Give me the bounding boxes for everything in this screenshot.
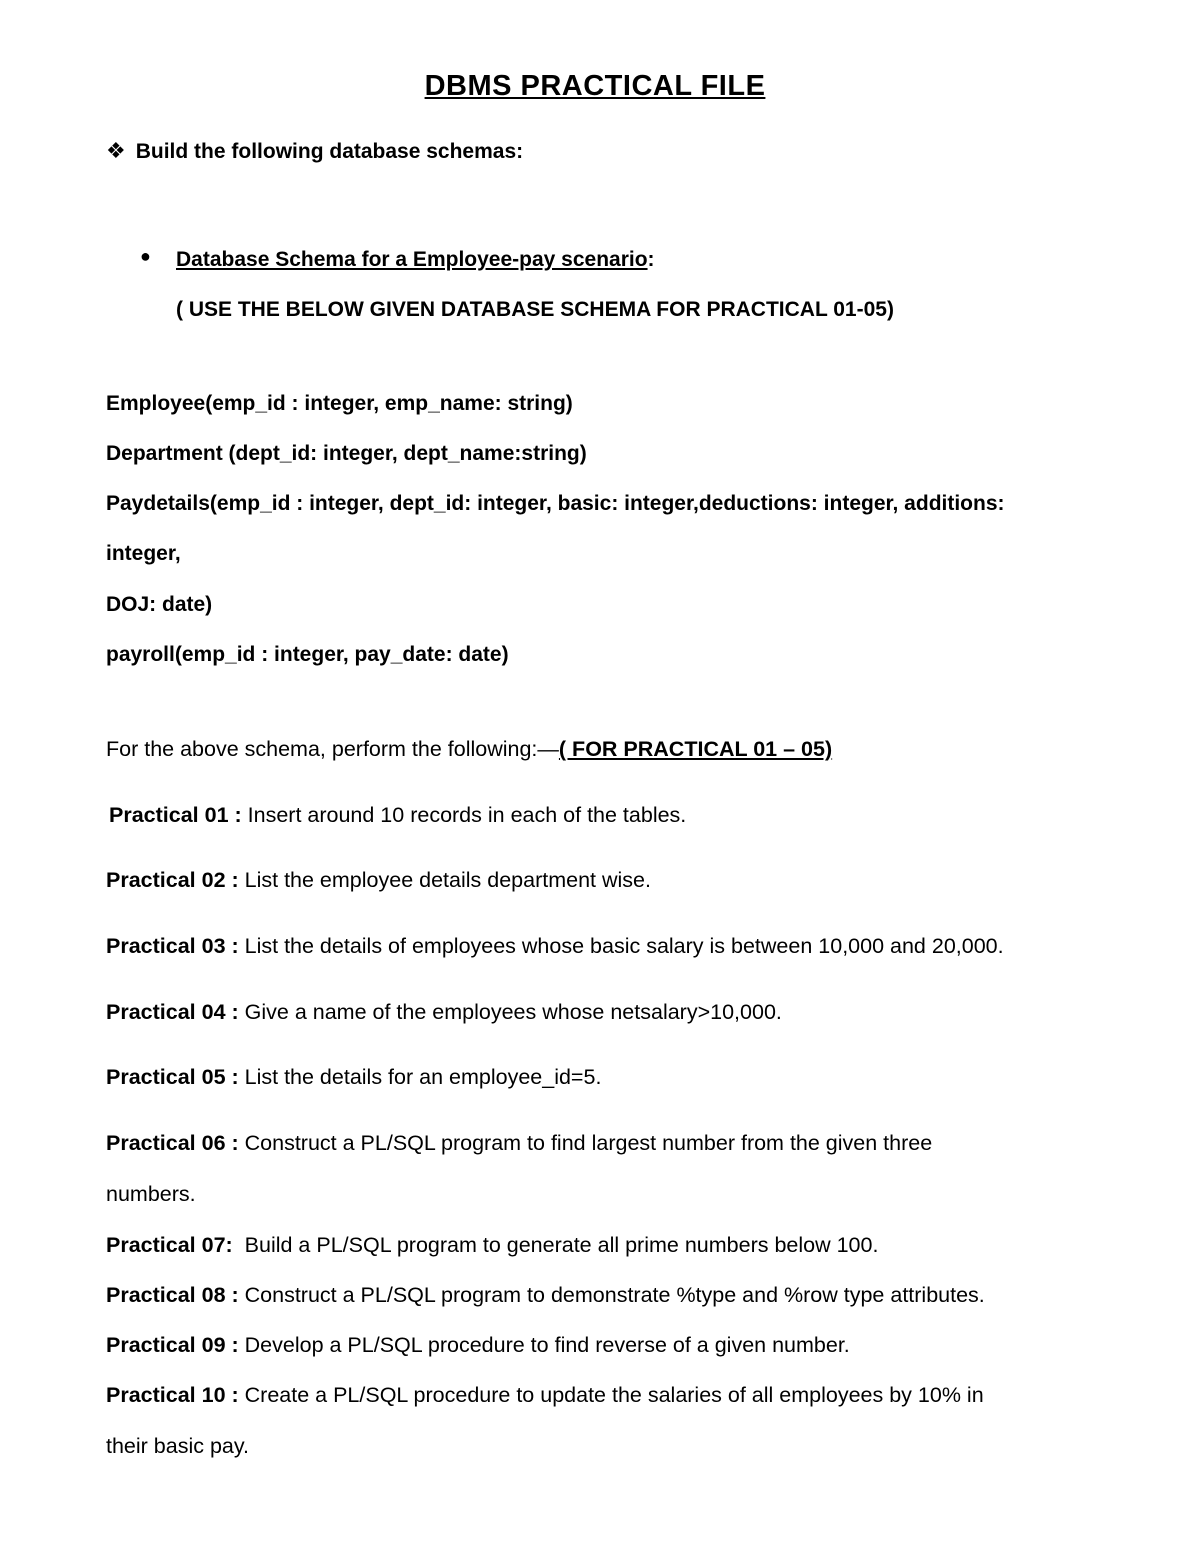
practical-text: List the details of employees whose basic salary is between 10,000 and 20,000. (238, 934, 1004, 958)
practical-item (106, 866, 651, 894)
practical-item (106, 1381, 984, 1409)
instruction-text: For the above schema, perform the following:— (106, 737, 559, 761)
instruction-line (106, 735, 832, 763)
intro-line (106, 137, 523, 166)
page-title: DBMS PRACTICAL FILE (424, 70, 766, 102)
scenario-heading-suffix: : (647, 248, 655, 271)
practical-label: Practical 06 : (106, 1131, 239, 1155)
scenario-note: ( USE THE BELOW GIVEN DATABASE SCHEMA FOR PRACTICAL 01-05) (176, 298, 894, 321)
practical-item (106, 1231, 878, 1259)
practical-label: Practical 03 : (106, 934, 239, 958)
practical-continuation: numbers. (106, 1182, 196, 1206)
practical-label: Practical 09 : (106, 1333, 239, 1357)
practical-item (109, 801, 686, 829)
scenario-heading: Database Schema for a Employee-pay scenario (176, 248, 648, 271)
bullet-icon: ● (140, 246, 151, 266)
diamond-bullet-icon: ❖ (106, 138, 126, 163)
schema-line: Paydetails(emp_id : integer, dept_id: integer, basic: integer,deductions: integer, additions: (106, 492, 1005, 515)
schema-line: DOJ: date) (106, 593, 213, 616)
practical-item (106, 1063, 601, 1091)
practical-text: Insert around 10 records in each of the tables. (241, 803, 687, 827)
practical-text: Give a name of the employees whose netsalary>10,000. (238, 1000, 782, 1024)
scenario-heading-line (176, 246, 655, 274)
practical-label: Practical 08 : (106, 1283, 239, 1307)
intro-text: Build the following database schemas: (135, 140, 524, 163)
practical-label: Practical 02 : (106, 868, 239, 892)
practical-label: Practical 04 : (106, 1000, 239, 1024)
practical-text: Construct a PL/SQL program to demonstrate %type and %row type attributes. (238, 1283, 985, 1307)
practical-item (106, 932, 1004, 960)
practical-item (106, 1331, 850, 1359)
schema-line: payroll(emp_id : integer, pay_date: date) (106, 643, 509, 666)
practical-label: Practical 07: (106, 1233, 233, 1257)
practical-text: Create a PL/SQL procedure to update the salaries of all employees by 10% in (238, 1383, 984, 1407)
practical-text: List the employee details department wise. (238, 868, 651, 892)
practical-text: List the details for an employee_id=5. (238, 1065, 602, 1089)
practical-text: Build a PL/SQL program to generate all prime numbers below 100. (232, 1233, 879, 1257)
practical-label: Practical 10 : (106, 1383, 239, 1407)
practical-label: Practical 05 : (106, 1065, 239, 1089)
schema-line: Department (dept_id: integer, dept_name:string) (106, 442, 587, 465)
schema-line: integer, (106, 542, 181, 565)
practical-label: Practical 01 : (109, 803, 242, 827)
practical-item (106, 998, 782, 1026)
practical-item (106, 1129, 932, 1157)
practical-text: Develop a PL/SQL procedure to find reverse of a given number. (238, 1333, 850, 1357)
schema-line: Employee(emp_id : integer, emp_name: string) (106, 392, 573, 415)
practical-item (106, 1281, 985, 1309)
practical-continuation: their basic pay. (106, 1434, 250, 1458)
practical-text: Construct a PL/SQL program to find largest number from the given three (238, 1131, 933, 1155)
instruction-emphasis: ( FOR PRACTICAL 01 – 05) (558, 737, 833, 761)
